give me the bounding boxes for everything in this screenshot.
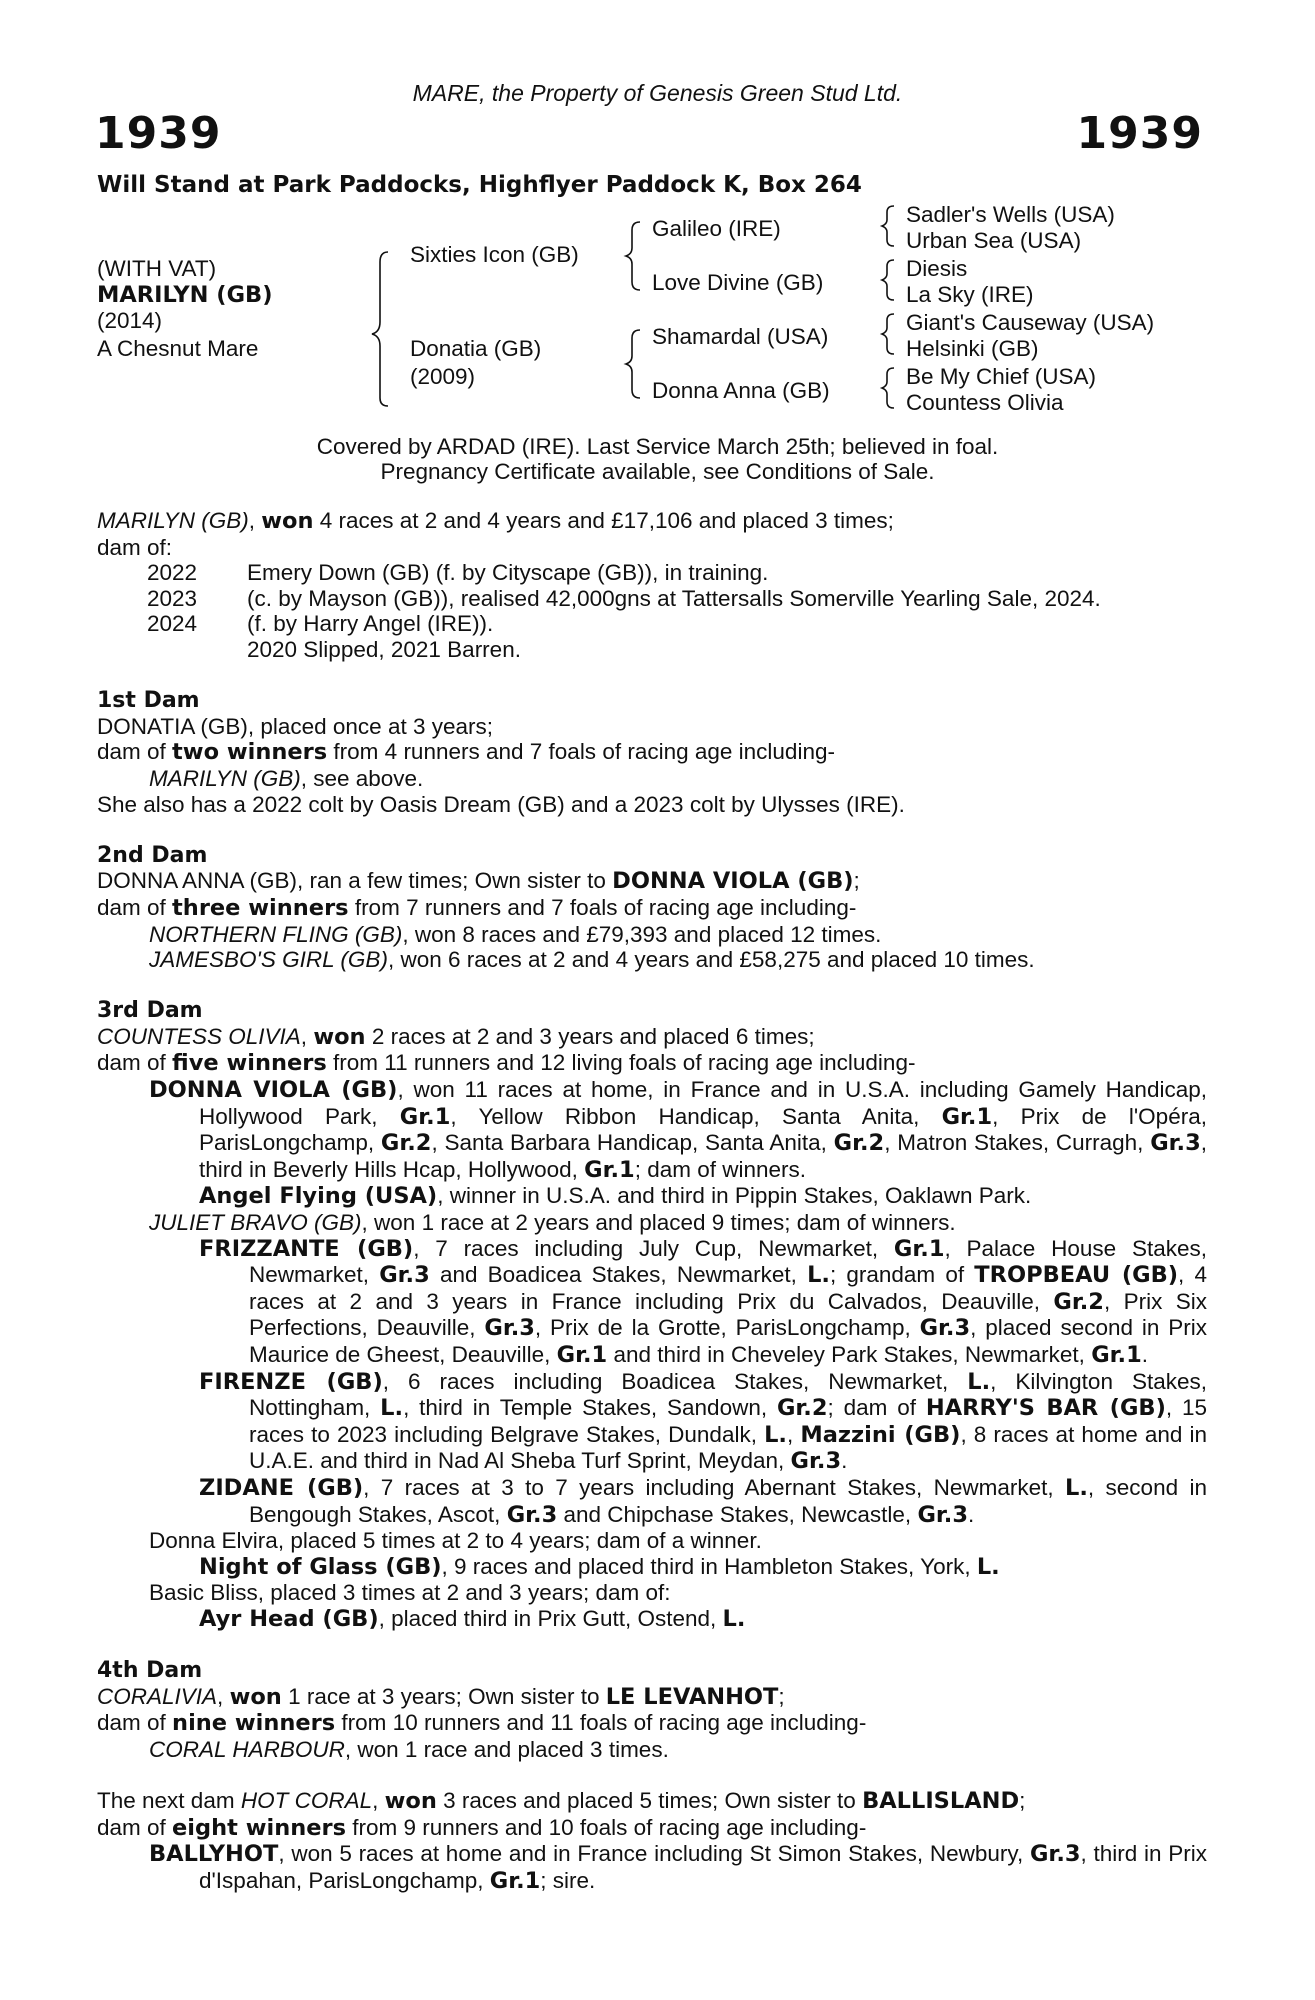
pedigree-brackets [0,0,1315,420]
bracket-main [372,252,388,406]
lot-number-right: 1939 [1076,108,1203,159]
bracket-gg-1 [882,206,894,246]
dam2-line3: NORTHERN FLING (GB), won 8 races and £79,393 and placed 12 times. [149,921,882,947]
great-grandparent-5: Giant's Causeway (USA) [906,310,1155,335]
firenze-entry: FIRENZE (GB), 6 races including Boadicea Stakes, Newmarket, L., Kilvington Stakes, Nottingham, L., third in Temple Stakes, Sandown, Gr.2; dam of HARRY'S BAR (GB), 15 races to 2023 including Belgrave Stakes, Dundalk, L., Mazzini (GB), 8 races at home and in U.A.E. and third in Nad Al Sheba Turf Sprint, Meydan, Gr.3. [199,1368,1208,1475]
great-grandparent-3: Diesis [906,256,968,281]
dam-dam: Donna Anna (GB) [652,378,830,403]
ballyhot-entry: BALLYHOT, won 5 races at home and in France including St Simon Stakes, Newbury, Gr.3, third in Prix d'Ispahan, ParisLongchamp, Gr.1; sire. [149,1841,1207,1894]
horse-description: A Chesnut Mare [97,336,259,361]
produce-row-2022: 2022 Emery Down (GB) (f. by Cityscape (GB)), in training. [147,560,769,586]
ayr-head-entry: Ayr Head (GB), placed third in Prix Gutt, Ostend, L. [199,1605,746,1632]
nextdam-line2: dam of eight winners from 9 runners and 10 foals of racing age including- [97,1814,867,1841]
dam-sire: Shamardal (USA) [652,324,829,349]
donna-elvira-entry: Donna Elvira, placed 5 times at 2 to 4 years; dam of a winner. [149,1528,762,1554]
dam4-line1: CORALIVIA, won 1 race at 3 years; Own sister to LE LEVANHOT; [97,1683,785,1710]
dam4-heading: 4th Dam [97,1658,203,1684]
great-grandparent-1: Sadler's Wells (USA) [906,202,1115,227]
dam2-line4: JAMESBO'S GIRL (GB), won 6 races at 2 and 4 years and £58,275 and placed 10 times. [149,947,1035,973]
dam2-line2: dam of three winners from 7 runners and 7 foals of racing age including- [97,894,857,921]
sire: Sixties Icon (GB) [410,242,579,267]
sire-dam: Love Divine (GB) [652,270,824,295]
dam2-heading: 2nd Dam [97,842,208,868]
produce-row-extra: 2020 Slipped, 2021 Barren. [247,636,521,662]
dam1-line2: dam of two winners from 4 runners and 7 foals of racing age including- [97,739,835,766]
dam3-line2: dam of five winners from 11 runners and 12 living foals of racing age including- [97,1050,916,1077]
great-grandparent-6: Helsinki (GB) [906,336,1039,361]
horse-name: MARILYN (GB) [97,282,273,308]
dam3-heading: 3rd Dam [97,998,203,1024]
night-of-glass-entry: Night of Glass (GB), 9 races and placed third in Hambleton Stakes, York, L. [199,1553,1000,1580]
bracket-dam [626,330,640,398]
bracket-gg-3 [882,314,894,354]
sire-sire: Galileo (IRE) [652,216,781,241]
angel-flying-entry: Angel Flying (USA), winner in U.S.A. and third in Pippin Stakes, Oaklawn Park. [199,1183,1032,1210]
juliet-bravo-entry: JULIET BRAVO (GB), won 1 race at 2 years and placed 9 times; dam of winners. [149,1210,956,1236]
dam-year: (2009) [410,364,476,389]
dam1-line4: She also has a 2022 colt by Oasis Dream (GB) and a 2023 colt by Ulysses (IRE). [97,791,905,817]
produce-dam-of: dam of: [97,534,173,560]
stand-info: Will Stand at Park Paddocks, Highflyer Paddock K, Box 264 [97,172,862,198]
lot-subtitle: MARE, the Property of Genesis Green Stud Ltd. [412,80,903,106]
basic-bliss-entry: Basic Bliss, placed 3 times at 2 and 3 years; dam of: [149,1580,671,1606]
donna-viola-entry: DONNA VIOLA (GB), won 11 races at home, in France and in U.S.A. including Gamely Handicap, Hollywood Park, Gr.1, Yellow Ribbon Handicap, Santa Anita, Gr.1, Prix de l'Opéra, ParisLongchamp, Gr.2, Santa Barbara Handicap, Santa Anita, Gr.2, Matron Stakes, Curragh, Gr.3, third in Beverly Hills Hcap, Hollywood, Gr.1; dam of winners. [149,1077,1208,1183]
great-grandparent-4: La Sky (IRE) [906,282,1034,307]
bracket-gg-2 [882,260,894,300]
lot-number-left: 1939 [95,108,222,159]
great-grandparent-7: Be My Chief (USA) [906,364,1097,389]
dam: Donatia (GB) [410,336,542,361]
dam4-line2: dam of nine winners from 10 runners and 11 foals of racing age including- [97,1710,867,1737]
great-grandparent-8: Countess Olivia [906,390,1064,415]
dam2-line1: DONNA ANNA (GB), ran a few times; Own sister to DONNA VIOLA (GB); [97,868,860,895]
dam1-line3: MARILYN (GB), see above. [149,765,424,791]
frizzante-entry: FRIZZANTE (GB), 7 races including July Cup, Newmarket, Gr.1, Palace House Stakes, Newmarket, Gr.3 and Boadicea Stakes, Newmarket, L.; grandam of TROPBEAU (GB), 4 races at 2 and 3 years in France including Prix du Calvados, Deauville, Gr.2, Prix Six Perfections, Deauville, Gr.3, Prix de la Grotte, ParisLongchamp, Gr.3, placed second in Prix Maurice de Gheest, Deauville, Gr.1 and third in Cheveley Park Stakes, Newmarket, Gr.1. [199,1235,1208,1368]
pedigree-notes [97,508,1207,1894]
produce-row-2024: 2024 (f. by Harry Angel (IRE)). [147,611,494,637]
vat-note: (WITH VAT) [97,256,217,281]
dam3-line1: COUNTESS OLIVIA, won 2 races at 2 and 3 years and placed 6 times; [97,1023,815,1050]
dam1-line1: DONATIA (GB), placed once at 3 years; [97,713,493,739]
bracket-gg-4 [882,368,894,408]
bracket-sire [626,222,640,290]
great-grandparent-2: Urban Sea (USA) [906,228,1082,253]
produce-intro: MARILYN (GB), won 4 races at 2 and 4 years and £17,106 and placed 3 times; [97,508,894,534]
dam4-line3: CORAL HARBOUR, won 1 race and placed 3 times. [149,1736,669,1762]
dam1-heading: 1st Dam [97,688,200,714]
pregnancy-note: Pregnancy Certificate available, see Conditions of Sale. [380,459,935,484]
covered-note: Covered by ARDAD (IRE). Last Service March 25th; believed in foal. [316,434,999,459]
nextdam-line1: The next dam HOT CORAL, won 3 races and placed 5 times; Own sister to BALLISLAND; [97,1788,1026,1815]
horse-year: (2014) [97,308,163,333]
zidane-entry: ZIDANE (GB), 7 races at 3 to 7 years including Abernant Stakes, Newmarket, L., second in Bengough Stakes, Ascot, Gr.3 and Chipchase Stakes, Newcastle, Gr.3. [199,1474,1207,1528]
produce-row-2023: 2023 (c. by Mayson (GB)), realised 42,000gns at Tattersalls Somerville Yearling Sale, 2024. [147,585,1101,611]
